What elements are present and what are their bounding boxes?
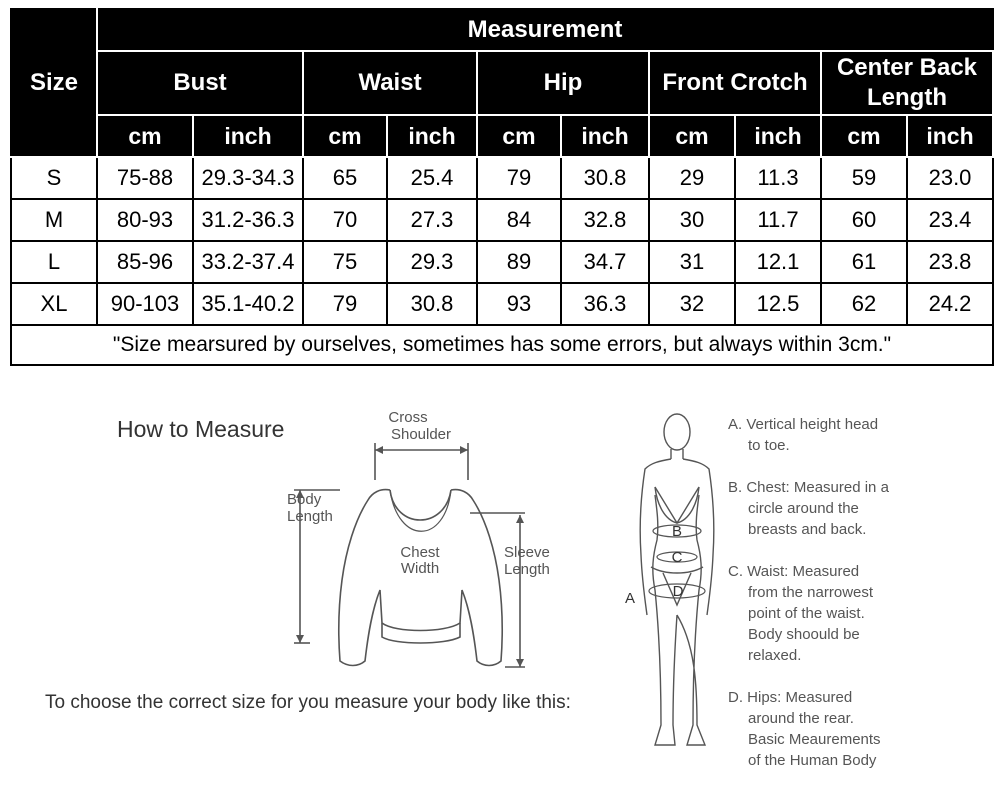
note-a-line: to toe. xyxy=(748,437,790,454)
note-c-line: C. Waist: Measured xyxy=(728,563,860,580)
body-letter-b: B xyxy=(671,523,683,540)
size-cell: XL xyxy=(11,283,97,325)
table-cell: 29 xyxy=(649,157,735,199)
table-cell: 89 xyxy=(477,241,561,283)
sleeve-length-label-1: Sleeve xyxy=(504,544,550,561)
table-cell: 12.1 xyxy=(735,241,821,283)
table-cell: 80-93 xyxy=(97,199,193,241)
table-cell: 79 xyxy=(477,157,561,199)
note-b xyxy=(728,477,996,540)
table-cell: 23.0 xyxy=(907,157,993,199)
unit-header: cm xyxy=(97,115,193,157)
unit-header: cm xyxy=(303,115,387,157)
table-cell: 27.3 xyxy=(387,199,477,241)
chest-width-label-1: Chest xyxy=(400,544,440,561)
unit-header: inch xyxy=(735,115,821,157)
note-c-line: from the narrowest xyxy=(748,584,874,601)
note-c-line: Body shoould be xyxy=(748,626,860,643)
note-c xyxy=(728,561,996,666)
table-cell: 12.5 xyxy=(735,283,821,325)
table-row xyxy=(11,157,993,199)
table-cell: 11.7 xyxy=(735,199,821,241)
note-a xyxy=(728,414,996,456)
cross-shoulder-label-1: Cross xyxy=(388,409,428,426)
unit-header: cm xyxy=(477,115,561,157)
table-cell: 33.2-37.4 xyxy=(193,241,303,283)
size-cell: S xyxy=(11,157,97,199)
table-cell: 60 xyxy=(821,199,907,241)
body-figure-diagram xyxy=(615,405,720,757)
note-b-line: circle around the xyxy=(748,500,859,517)
table-cell: 31 xyxy=(649,241,735,283)
table-cell: 23.4 xyxy=(907,199,993,241)
measurement-note: "Size mearsured by ourselves, sometimes has some errors, but always within 3cm." xyxy=(11,325,993,365)
table-cell: 61 xyxy=(821,241,907,283)
cross-shoulder-label-2: Shoulder xyxy=(390,426,452,443)
table-cell: 34.7 xyxy=(561,241,649,283)
table-cell: 70 xyxy=(303,199,387,241)
note-c-line: point of the waist. xyxy=(748,605,865,622)
unit-header: inch xyxy=(907,115,993,157)
hip-header: Hip xyxy=(477,51,649,115)
unit-header: cm xyxy=(821,115,907,157)
table-cell: 30.8 xyxy=(561,157,649,199)
table-cell: 29.3-34.3 xyxy=(193,157,303,199)
size-cell: M xyxy=(11,199,97,241)
table-cell: 62 xyxy=(821,283,907,325)
how-to-measure-section xyxy=(0,380,1000,793)
unit-header: cm xyxy=(649,115,735,157)
unit-header: inch xyxy=(561,115,649,157)
table-cell: 32.8 xyxy=(561,199,649,241)
table-cell: 85-96 xyxy=(97,241,193,283)
measurement-notes xyxy=(728,414,996,792)
bust-header: Bust xyxy=(97,51,303,115)
body-length-label-1: Body xyxy=(287,491,322,508)
unit-header-row xyxy=(11,115,993,157)
table-cell: 93 xyxy=(477,283,561,325)
table-cell: 31.2-36.3 xyxy=(193,199,303,241)
table-cell: 90-103 xyxy=(97,283,193,325)
table-cell: 75 xyxy=(303,241,387,283)
table-row xyxy=(11,283,993,325)
measurement-header: Measurement xyxy=(97,9,993,51)
table-cell: 24.2 xyxy=(907,283,993,325)
table-cell: 23.8 xyxy=(907,241,993,283)
sweater-diagram xyxy=(280,405,550,675)
body-letter-d: D xyxy=(672,583,684,600)
table-cell: 65 xyxy=(303,157,387,199)
table-cell: 32 xyxy=(649,283,735,325)
note-d-line: D. Hips: Measured xyxy=(728,689,853,706)
note-b-line: breasts and back. xyxy=(748,521,867,538)
table-cell: 11.3 xyxy=(735,157,821,199)
unit-header: inch xyxy=(387,115,477,157)
note-d xyxy=(728,687,996,771)
note-c-line: relaxed. xyxy=(748,647,802,664)
table-cell: 36.3 xyxy=(561,283,649,325)
sleeve-length-label-2: Length xyxy=(504,561,550,578)
note-d-line: of the Human Body xyxy=(748,752,877,769)
note-b-line: B. Chest: Measured in a xyxy=(728,479,889,496)
body-letter-c: C xyxy=(671,549,683,566)
waist-header: Waist xyxy=(303,51,477,115)
body-letter-a: A xyxy=(624,590,636,607)
measure-instruction: To choose the correct size for you measure your body like this: xyxy=(45,692,571,713)
chest-width-label-2: Width xyxy=(400,560,440,577)
how-to-measure-title: How to Measure xyxy=(117,416,285,442)
table-cell: 75-88 xyxy=(97,157,193,199)
size-rows xyxy=(11,157,993,325)
table-row xyxy=(11,199,993,241)
front-crotch-header: Front Crotch xyxy=(649,51,821,115)
table-cell: 84 xyxy=(477,199,561,241)
body-length-label-2: Length xyxy=(287,508,333,525)
table-cell: 25.4 xyxy=(387,157,477,199)
size-chart-table xyxy=(10,8,994,366)
note-d-line: Basic Meaurements xyxy=(748,731,881,748)
center-back-length-header: Center Back Length xyxy=(821,51,993,115)
table-cell: 30 xyxy=(649,199,735,241)
table-row xyxy=(11,241,993,283)
table-cell: 79 xyxy=(303,283,387,325)
note-d-line: around the rear. xyxy=(748,710,854,727)
note-a-line: A. Vertical height head xyxy=(728,416,879,433)
table-cell: 35.1-40.2 xyxy=(193,283,303,325)
size-column-header: Size xyxy=(11,9,97,157)
unit-header: inch xyxy=(193,115,303,157)
table-cell: 29.3 xyxy=(387,241,477,283)
size-cell: L xyxy=(11,241,97,283)
table-cell: 59 xyxy=(821,157,907,199)
table-cell: 30.8 xyxy=(387,283,477,325)
